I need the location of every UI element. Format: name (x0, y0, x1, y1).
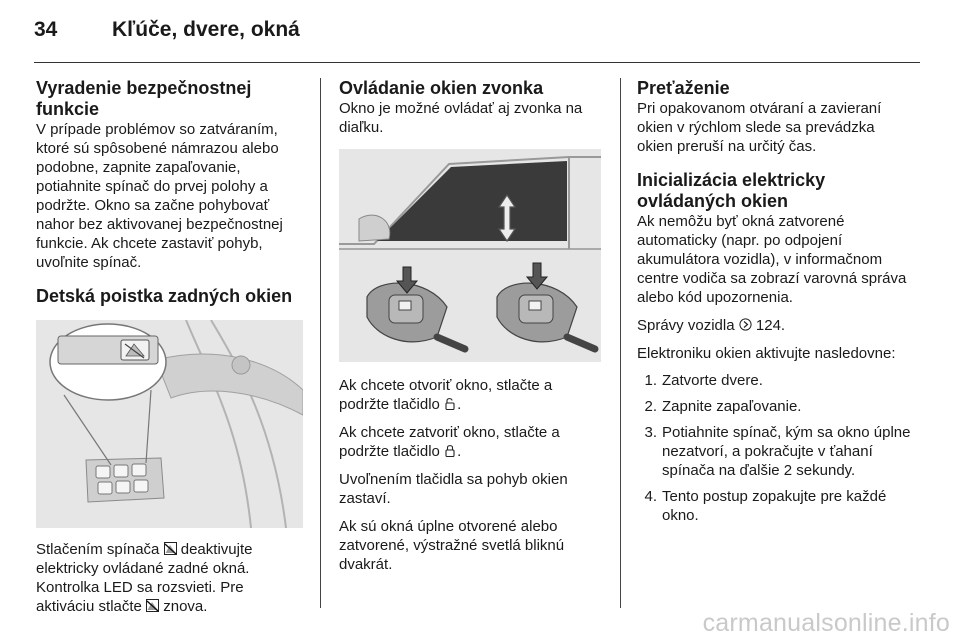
heading-initialization: Inicializácia elektricky ovládaných okien (637, 170, 826, 211)
step-number: 2. (644, 398, 657, 415)
list-item (637, 487, 912, 525)
period: . (457, 443, 462, 460)
child-lock-caption-part3: znova. (163, 598, 208, 615)
vehicle-messages-ref: 124. (755, 317, 786, 334)
child-lock-caption-part1: Stlačením spínača (36, 541, 160, 558)
safety-override-text: V prípade problémov so zatváraním, ktoré sú spôsobené námrazou alebo podobne, zapnite zapaľovanie, potiahnite spínač do prvej polohy a podržte. Okno sa začne pohybovať nahor bez aktivovanej bezpečnostnej funkcie. Ak chcete zastaviť pohyb, uvoľnite spínač. (36, 121, 283, 271)
page-reference-arrow-icon (739, 318, 752, 331)
child-lock-caption-part2: deaktivujte elektricky ovládané zadné okná. Kontrolka LED sa rozsvieti. Pre aktiváciu stlačte (36, 541, 253, 615)
child-lock-window-icon (164, 542, 177, 555)
list-item (637, 397, 912, 416)
door-panel-switch-illustration (36, 320, 303, 528)
remote-intro-text: Okno je možné ovládať aj zvonka na diaľku. (339, 100, 583, 136)
header-divider (34, 62, 920, 63)
child-lock-window-icon (146, 599, 159, 612)
column-divider-2 (620, 78, 621, 608)
activate-text: Elektroniku okien aktivujte nasledovne: (637, 345, 896, 362)
step-text: Zatvorte dvere. (662, 372, 763, 389)
heading-child-lock: Detská poistka zadných okien (36, 286, 293, 306)
initialization-text: Ak nemôžu byť okná zatvorené automaticky (napr. po odpojení akumulátora vozidla), v informačnom centre vodiča sa zobrazí varovná správa alebo kód upozornenia. (637, 213, 907, 306)
column-1 (36, 78, 306, 616)
chapter-title: Kľúče, dvere, okná (112, 18, 300, 41)
step-text: Zapnite zapaľovanie. (662, 398, 802, 415)
column-3 (637, 78, 912, 525)
page-header (34, 18, 300, 48)
column-divider-1 (320, 78, 321, 608)
period: . (457, 396, 462, 413)
initialization-steps (637, 371, 912, 525)
watermark: carmanualsonline.info (702, 609, 950, 637)
padlock-open-icon (444, 397, 457, 410)
column-2 (339, 78, 604, 574)
padlock-closed-icon (444, 444, 457, 457)
page-number: 34 (34, 18, 58, 41)
list-item (637, 423, 912, 480)
step-text: Tento postup zopakujte pre každé okno. (662, 488, 887, 524)
remote-open-text: Ak chcete otvoriť okno, stlačte a podržte tlačidlo (339, 377, 553, 413)
heading-remote-window: Ovládanie okien zvonka (339, 78, 544, 98)
heading-safety-override: Vyradenie bezpečnostnej funkcie (36, 78, 252, 119)
step-number: 1. (644, 372, 657, 389)
fully-open-text: Ak sú okná úplne otvorené alebo zatvorené, výstražné svetlá bliknú dvakrát. (339, 518, 565, 573)
vehicle-messages-text: Správy vozidla (637, 317, 735, 334)
heading-overload: Preťaženie (637, 78, 730, 98)
release-text: Uvoľnením tlačidla sa pohyb okien zastaví. (339, 471, 568, 507)
remote-key-window-illustration (339, 149, 601, 362)
step-number: 4. (644, 488, 657, 505)
remote-close-text: Ak chcete zatvoriť okno, stlačte a podržte tlačidlo (339, 424, 560, 460)
step-text: Potiahnite spínač, kým sa okno úplne nezatvorí, a pokračujte v ťahaní spínača na ďalšie 2 sekundy. (662, 424, 911, 479)
list-item (637, 371, 912, 390)
overload-text: Pri opakovanom otváraní a zavieraní okien v rýchlom slede sa prevádzka okien preruší na určitý čas. (637, 100, 882, 155)
step-number: 3. (644, 424, 657, 441)
